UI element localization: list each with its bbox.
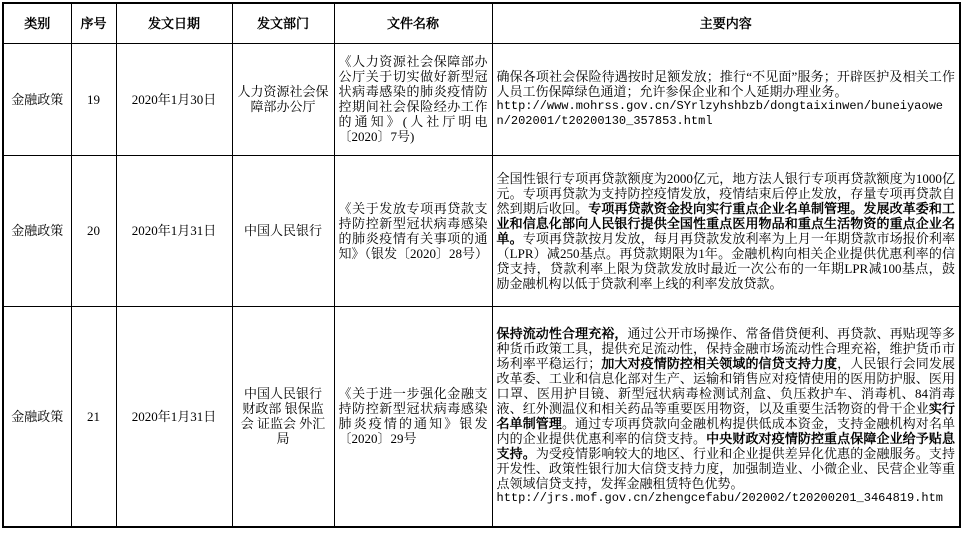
header-number: 序号 xyxy=(71,3,116,43)
header-row xyxy=(3,3,960,43)
header-date: 发文日期 xyxy=(116,3,232,43)
header-category: 类别 xyxy=(3,3,71,43)
content-text: 全国性银行专项再贷款额度为2000亿元，地方法人银行专项再贷款额度为1000亿元。专项再贷款为支持防控疫情发放，疫情结束后停止发放，存量专项再贷款自然到期后收回。专项再贷款资金投向实行重点企业名单制管理。发展改革委和工业和信息化部向人民银行提供全国性重点医用物品和重点生活物资的重点企业名单。专项再贷款按月发放，每月再贷款发放利率为上月一年期贷款市场报价利率（LPR）减250基点。再贷款期限为1年。金融机构向相关企业提供优惠利率的信贷支持，贷款利率上限为贷款发放时最近一次公布的一年期LPR减100基点，鼓励金融机构以低于贷款利率上线的利率发放贷款。 xyxy=(496,170,955,291)
table-row xyxy=(3,155,960,306)
cell-date: 2020年1月30日 xyxy=(116,43,232,155)
content-url: http://www.mohrss.gov.cn/SYrlzyhshbzb/dongtaixinwen/buneiyaowen/202001/t20200130_357853.html xyxy=(496,99,943,128)
cell-main-content xyxy=(492,155,960,306)
cell-main-content xyxy=(492,306,960,527)
content-text: 确保各项社会保险待遇按时足额发放；推行“不见面”服务；开辟医护及相关工作人员工伤保障绿色通道；允许参保企业和个人延期办理业务。 xyxy=(496,69,955,99)
table-row xyxy=(3,43,960,155)
cell-category: 金融政策 xyxy=(3,43,71,155)
header-main-content: 主要内容 xyxy=(492,3,960,43)
table-row xyxy=(3,306,960,527)
cell-department: 中国人民银行 财政部 银保监会 证监会 外汇局 xyxy=(232,306,334,527)
cell-date: 2020年1月31日 xyxy=(116,155,232,306)
cell-date: 2020年1月31日 xyxy=(116,306,232,527)
header-document-name: 文件名称 xyxy=(334,3,492,43)
cell-document-name: 《人力资源社会保障部办公厅关于切实做好新型冠状病毒感染的肺炎疫情防控期间社会保险经办工作的通知》(人社厅明电〔2020〕7号) xyxy=(334,43,492,155)
content-url: http://jrs.mof.gov.cn/zhengcefabu/202002/t20200201_3464819.htm xyxy=(496,491,943,506)
cell-category: 金融政策 xyxy=(3,306,71,527)
cell-number: 21 xyxy=(71,306,116,527)
cell-document-name: 《关于进一步强化金融支持防控新型冠状病毒感染肺炎疫情的通知》银发〔2020〕29号 xyxy=(334,306,492,527)
cell-department: 人力资源社会保障部办公厅 xyxy=(232,43,334,155)
policy-table xyxy=(2,2,961,528)
cell-category: 金融政策 xyxy=(3,155,71,306)
cell-department: 中国人民银行 xyxy=(232,155,334,306)
cell-main-content xyxy=(492,43,960,155)
header-department: 发文部门 xyxy=(232,3,334,43)
cell-number: 20 xyxy=(71,155,116,306)
cell-document-name: 《关于发放专项再贷款支持防控新型冠状病毒感染的肺炎疫情有关事项的通知》（银发〔2020〕28号） xyxy=(334,155,492,306)
cell-number: 19 xyxy=(71,43,116,155)
content-text: 保持流动性合理充裕，通过公开市场操作、常备借贷便利、再贷款、再贴现等多种货币政策工具，提供充足流动性，保持金融市场流动性合理充裕，维护货币市场利率平稳运行；加大对疫情防控相关领域的信贷支持力度，人民银行会同发展改革委、工业和信息化部对生产、运输和销售应对疫情使用的医用防护服、医用口罩、医用护目镜、新型冠状病毒检测试剂盒、负压救护车、消毒机、84消毒液、红外测温仪和相关药品等重要医用物资，以及重要生活物资的骨干企业实行名单制管理。通过专项再贷款向金融机构提供低成本资金，支持金融机构对名单内的企业提供优惠利率的信贷支持。中央财政对疫情防控重点保障企业给予贴息支持。为受疫情影响较大的地区、行业和企业提供差异化优惠的金融服务。支持开发性、政策性银行加大信贷支持力度，加强制造业、小微企业、民营企业等重点领域信贷支持，发挥金融租赁特色优势。 xyxy=(496,326,955,492)
